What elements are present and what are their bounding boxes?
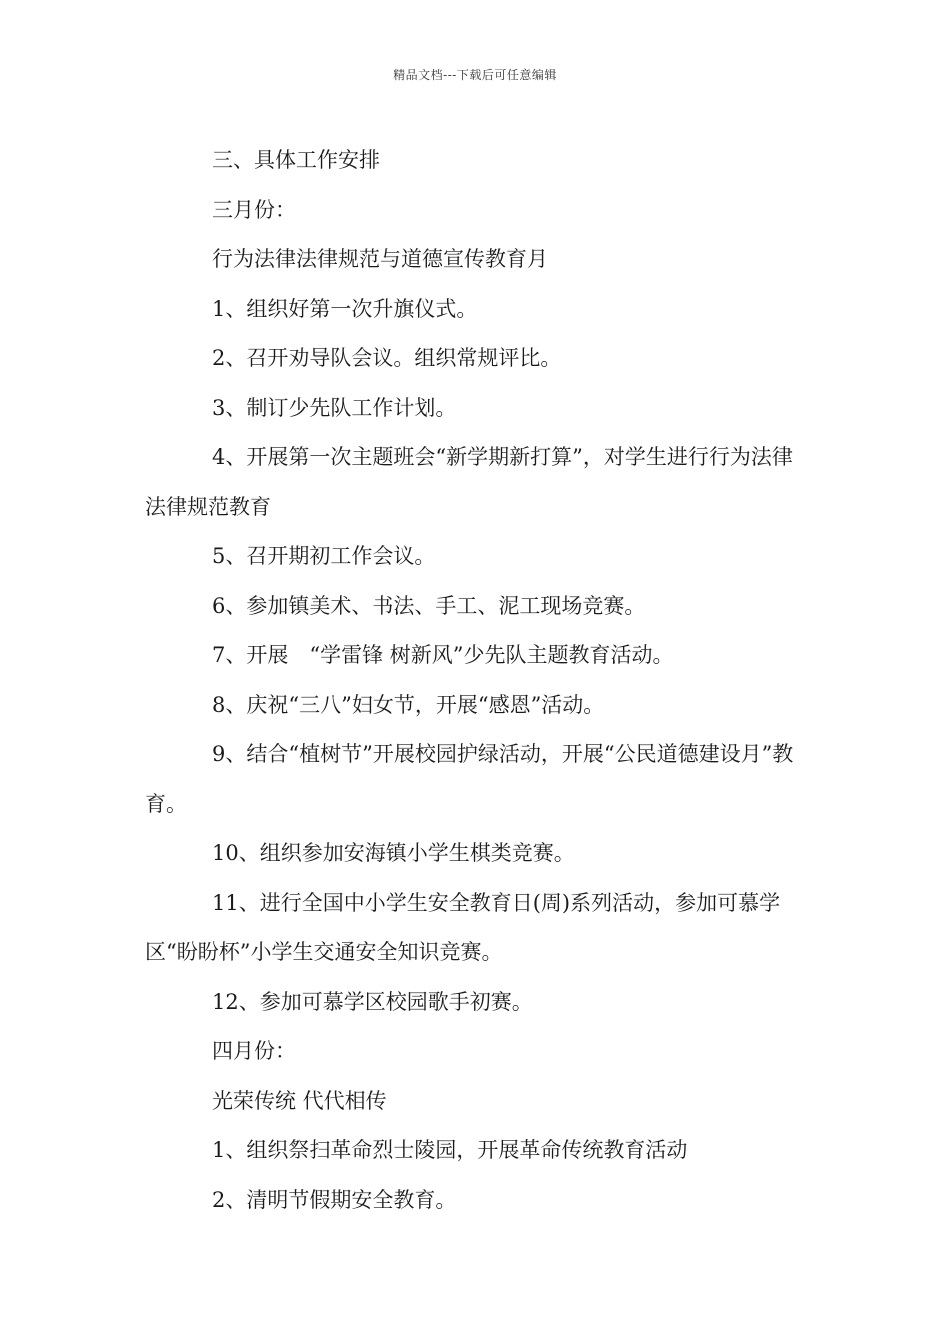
list-item: 8、庆祝“三八”妇女节，开展“感恩”活动。 bbox=[212, 692, 605, 717]
month-heading-april: 四月份： bbox=[212, 1039, 296, 1063]
page-header: 精品文档---下载后可任意编辑 bbox=[393, 68, 557, 82]
list-item: 1、组织好第一次升旗仪式。 bbox=[212, 296, 478, 321]
document-body bbox=[145, 136, 810, 1225]
list-item: 4、开展第一次主题班会“新学期新打算”，对学生进行行为法律法律规范教育 bbox=[145, 445, 793, 519]
list-item: 7、开展 “学雷锋 树新风”少先队主题教育活动。 bbox=[212, 643, 674, 667]
list-item: 12、参加可慕学区校园歌手初赛。 bbox=[212, 989, 533, 1014]
section-heading: 三、具体工作安排 bbox=[212, 148, 380, 172]
list-item: 3、制订少先队工作计划。 bbox=[212, 395, 457, 420]
list-item: 1、组织祭扫革命烈士陵园，开展革命传统教育活动 bbox=[212, 1138, 688, 1162]
list-item: 2、清明节假期安全教育。 bbox=[212, 1187, 457, 1212]
month-theme-april: 光荣传统 代代相传 bbox=[212, 1088, 387, 1113]
list-item: 6、参加镇美术、书法、手工、泥工现场竞赛。 bbox=[212, 593, 646, 618]
list-item: 5、召开期初工作会议。 bbox=[212, 544, 436, 568]
list-item: 11、进行全国中小学生安全教育日(周)系列活动，参加可慕学区“盼盼杯”小学生交通安全知识竞赛。 bbox=[145, 890, 781, 964]
list-item: 9、结合“植树节”开展校园护绿活动，开展“公民道德建设月”教育。 bbox=[145, 742, 794, 816]
month-heading-march: 三月份： bbox=[212, 197, 296, 222]
list-item: 10、组织参加安海镇小学生棋类竞赛。 bbox=[212, 841, 575, 865]
month-theme-march: 行为法律法律规范与道德宣传教育月 bbox=[212, 247, 548, 271]
list-item: 2、召开劝导队会议。组织常规评比。 bbox=[212, 346, 562, 370]
